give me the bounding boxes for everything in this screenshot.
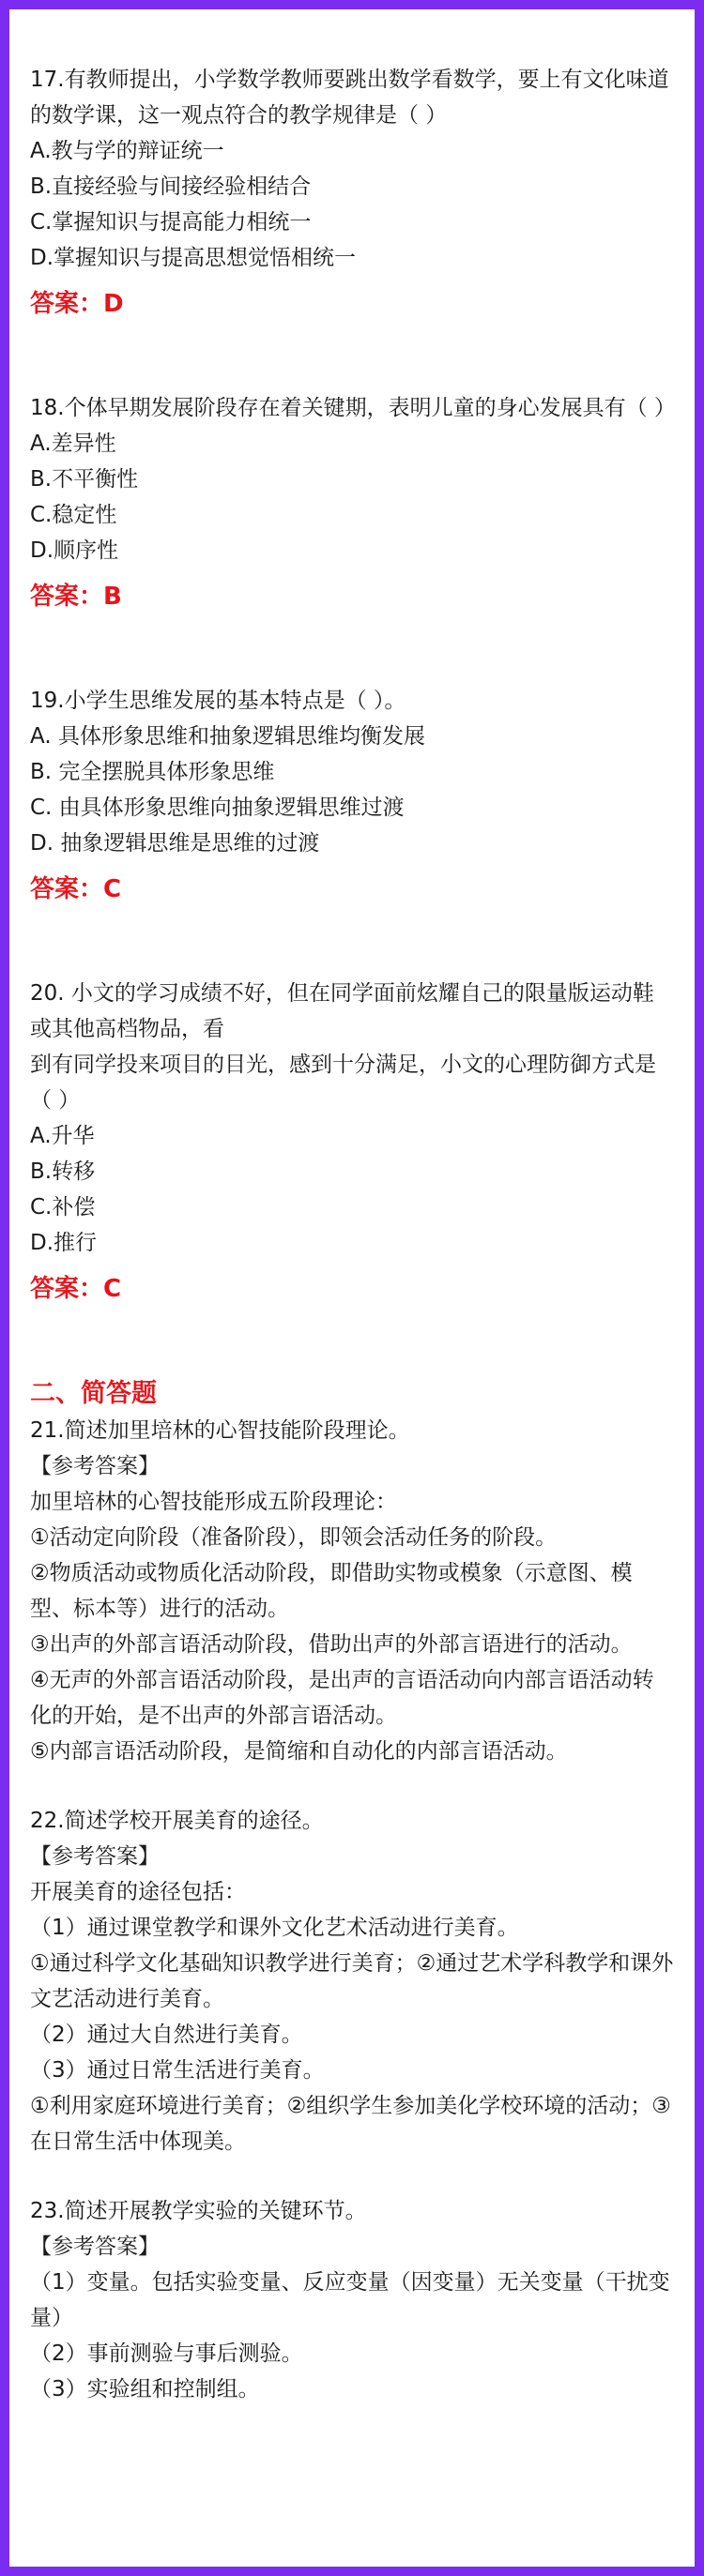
option-d: D.推行 [30,1231,98,1255]
answer-line: （1）变量。包括实验变量、反应变量（因变量）无关变量（干扰变量） [30,2270,670,2330]
option-a: A.教与学的辩证统一 [30,139,224,163]
question-stem: 22.简述学校开展美育的途径。 [30,1809,324,1833]
answer-line: 开展美育的途径包括： [30,1880,246,1904]
answer-label: 答案：C [30,875,122,903]
option-c: C.补偿 [30,1195,96,1220]
answer-line: （2）事前测验与事后测验。 [30,2341,303,2366]
answer-line: （1）通过课堂教学和课外文化艺术活动进行美育。 [30,1916,519,1940]
option-c: C.掌握知识与提高能力相统一 [30,210,312,235]
answer-line: ②物质活动或物质化活动阶段，即借助实物或模象（示意图、模型、标本等）进行的活动。 [30,1561,633,1621]
option-c: C.稳定性 [30,503,117,527]
option-d: D.顺序性 [30,538,119,563]
reference-answer-label: 【参考答案】 [30,1454,160,1478]
option-b: B.转移 [30,1159,96,1184]
option-b: B.直接经验与间接经验相结合 [30,174,312,199]
question-21 [30,1413,674,1769]
option-a: A.升华 [30,1124,95,1148]
option-d: D.掌握知识与提高思想觉悟相统一 [30,246,357,270]
question-stem: 19.小学生思维发展的基本特点是（ ）。 [30,689,406,713]
answer-line: （3）通过日常生活进行美育。 [30,2058,325,2083]
answer-line: 加里培林的心智技能形成五阶段理论： [30,1490,397,1514]
question-stem: 21.简述加里培林的心智技能阶段理论。 [30,1418,410,1443]
question-19 [30,683,674,908]
answer-line: ①利用家庭环境进行美育；②组织学生参加美化学校环境的活动；③在日常生活中体现美。 [30,2094,671,2154]
answer-line: （2）通过大自然进行美育。 [30,2023,303,2047]
answer-label: 答案：C [30,1275,122,1303]
question-22 [30,1803,674,2159]
option-c: C. 由具体形象思维向抽象逻辑思维过渡 [30,796,405,820]
question-stem-part-2: 到有同学投来项目的目光，感到十分满足，小文的心理防御方式是（ ） [30,1053,656,1113]
question-stem: 18.个体早期发展阶段存在着关键期，表明儿童的身心发展具有（ ） [30,396,676,420]
question-stem: 17.有教师提出，小学数学教师要跳出数学看数学，要上有文化味道的数学课，这一观点符合的教学规律是（ ） [30,68,669,128]
answer-label: 答案：D [30,290,124,318]
question-18 [30,390,674,615]
question-17 [30,62,674,323]
question-stem-part-1: 20. 小文的学习成绩不好，但在同学面前炫耀自己的限量版运动鞋或其他高档物品，看 [30,981,654,1041]
answer-line: ③出声的外部言语活动阶段，借助出声的外部言语进行的活动。 [30,1632,633,1657]
section-title: 二、简答题 [30,1379,157,1408]
question-20 [30,976,674,1308]
answer-line: ①通过科学文化基础知识教学进行美育；②通过艺术学科教学和课外文艺活动进行美育。 [30,1951,674,2011]
reference-answer-label: 【参考答案】 [30,1844,160,1869]
answer-label: 答案：B [30,583,122,611]
option-a: A. 具体形象思维和抽象逻辑思维均衡发展 [30,724,425,749]
option-a: A.差异性 [30,432,116,456]
question-23 [30,2193,674,2407]
question-stem: 23.简述开展教学实验的关键环节。 [30,2199,367,2223]
answer-line: ①活动定向阶段（准备阶段），即领会活动任务的阶段。 [30,1525,558,1550]
reference-answer-label: 【参考答案】 [30,2235,160,2259]
option-b: B. 完全摆脱具体形象思维 [30,760,275,784]
option-d: D. 抽象逻辑思维是思维的过渡 [30,831,320,856]
option-b: B.不平衡性 [30,467,139,492]
document-content [19,19,685,2557]
answer-line: ④无声的外部言语活动阶段，是出声的言语活动向内部言语活动转化的开始，是不出声的外部言语活动。 [30,1668,654,1728]
answer-line: （3）实验组和控制组。 [30,2377,260,2402]
answer-line: ⑤内部言语活动阶段，是简缩和自动化的内部言语活动。 [30,1739,568,1764]
